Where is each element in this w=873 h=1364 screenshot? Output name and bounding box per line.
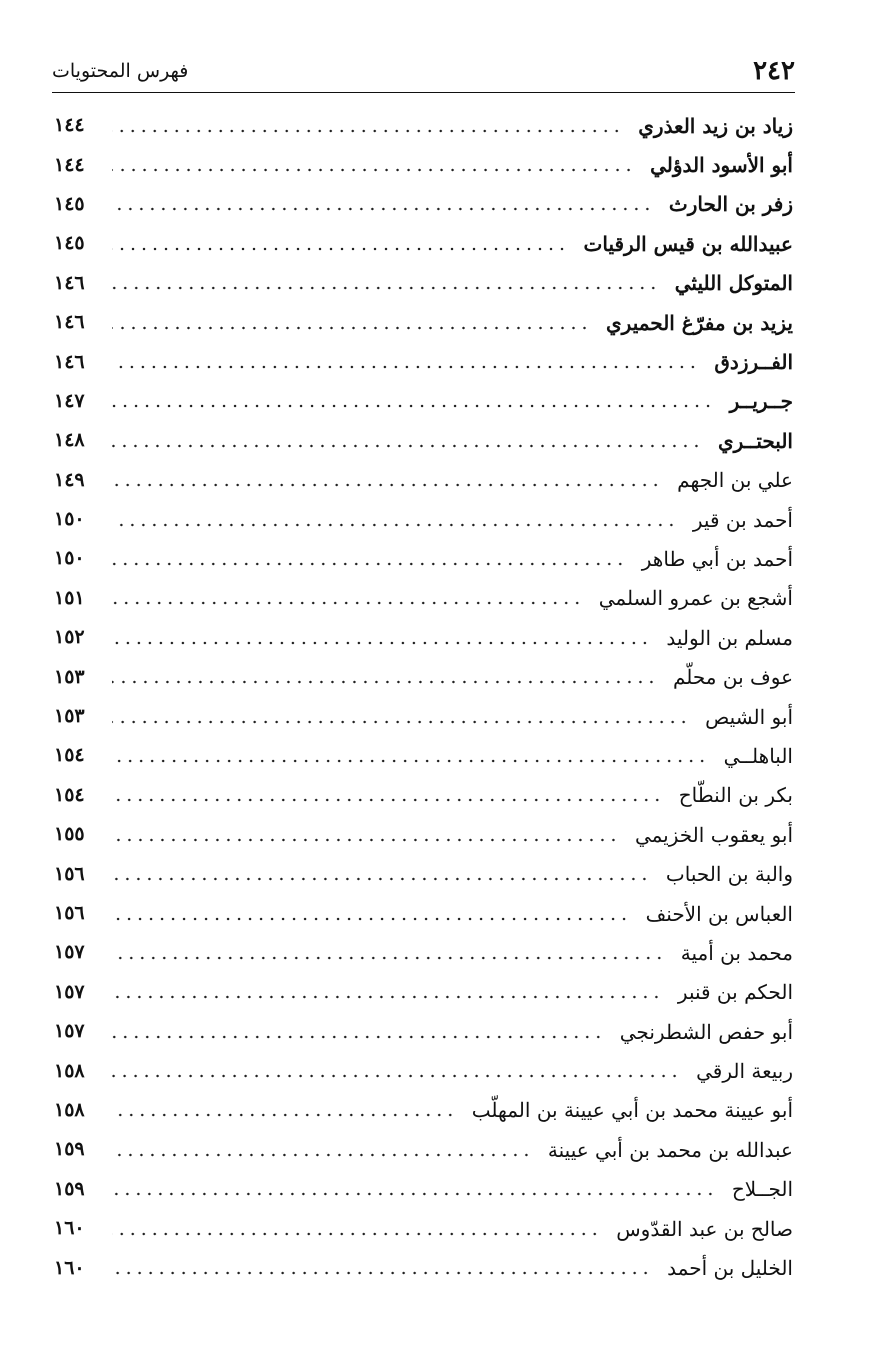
entry-title: أشجع بن عمرو السلمي: [598, 586, 793, 611]
toc-entry: [54, 342, 793, 381]
dot-leader: [112, 363, 698, 371]
entry-page-number: ١٥٨: [54, 1059, 85, 1082]
entry-title: جــريــر: [729, 389, 793, 414]
entry-page-number: ١٤٥: [54, 232, 85, 255]
dot-leader: [112, 560, 626, 568]
dot-leader: [112, 1033, 604, 1041]
entry-page-number: ١٦٠: [54, 1256, 85, 1279]
entry-page-number: ١٤٤: [54, 153, 85, 176]
dot-leader: [112, 639, 650, 647]
entry-title: زفر بن الحارث: [668, 192, 793, 217]
entry-title: أبو عيينة محمد بن أبي عيينة بن المهلّب: [471, 1098, 793, 1123]
dot-leader: [112, 1151, 532, 1159]
entry-title: عوف بن محلّم: [672, 665, 793, 690]
dot-leader: [112, 166, 634, 174]
toc-entry: [54, 618, 793, 657]
dot-leader: [112, 796, 663, 804]
entry-page-number: ١٤٦: [54, 350, 85, 373]
toc-entry: [54, 185, 793, 224]
toc-entry: [54, 461, 793, 500]
entry-page-number: ١٥٥: [54, 823, 85, 846]
entry-page-number: ١٥٢: [54, 626, 85, 649]
entry-title: المتوكل الليثي: [674, 271, 793, 296]
entry-page-number: ١٤٩: [54, 468, 85, 491]
dot-leader: [112, 402, 714, 410]
toc-entry: [54, 1248, 793, 1287]
dot-leader: [112, 324, 590, 332]
entry-page-number: ١٥٣: [54, 665, 85, 688]
entry-title: الحكم بن قنبر: [677, 980, 793, 1005]
dot-leader: [112, 599, 583, 607]
toc-entry: [54, 854, 793, 893]
toc-entry: [54, 776, 793, 815]
section-title: فهرس المحتويات: [52, 60, 189, 82]
entry-title: ربيعة الرقي: [696, 1059, 793, 1084]
dot-leader: [112, 718, 689, 726]
entry-title: أبو الأسود الدؤلي: [650, 153, 793, 178]
entry-page-number: ١٤٧: [54, 389, 85, 412]
entry-page-number: ١٥٧: [54, 941, 85, 964]
entry-title: بكر بن النطّاح: [678, 783, 793, 808]
toc-entry: [54, 303, 793, 342]
entry-title: علي بن الجهم: [677, 468, 793, 493]
toc-entry: [54, 736, 793, 775]
toc-entry: [54, 894, 793, 933]
entry-title: الفــرزدق: [714, 350, 793, 375]
entry-title: الخليل بن أحمد: [667, 1256, 793, 1281]
entry-title: أبو الشيص: [705, 704, 793, 729]
entry-title: صالح بن عبد القدّوس: [616, 1216, 793, 1241]
toc-entry: [54, 1130, 793, 1169]
entry-title: والبة بن الحباب: [665, 862, 793, 887]
entry-page-number: ١٥٤: [54, 744, 85, 767]
table-of-contents: [54, 106, 793, 1288]
entry-title: الجــلاح: [731, 1177, 793, 1202]
dot-leader: [112, 1072, 680, 1080]
entry-page-number: ١٥٤: [54, 783, 85, 806]
entry-title: زياد بن زيد العذري: [638, 113, 793, 138]
page-number: ٢٤٢: [753, 56, 795, 86]
dot-leader: [112, 1111, 456, 1119]
dot-leader: [112, 875, 650, 883]
entry-page-number: ١٥٧: [54, 1020, 85, 1043]
entry-page-number: ١٥٧: [54, 980, 85, 1003]
dot-leader: [112, 442, 702, 450]
toc-entry: [54, 973, 793, 1012]
dot-leader: [112, 954, 665, 962]
entry-page-number: ١٥٩: [54, 1177, 85, 1200]
toc-entry: [54, 264, 793, 303]
entry-page-number: ١٤٦: [54, 271, 85, 294]
dot-leader: [112, 1190, 716, 1198]
dot-leader: [112, 993, 662, 1001]
dot-leader: [112, 1269, 651, 1277]
entry-title: أبو يعقوب الخزيمي: [634, 822, 793, 847]
dot-leader: [112, 1230, 600, 1238]
toc-entry: [54, 106, 793, 145]
toc-entry: [54, 421, 793, 460]
toc-entry: [54, 1051, 793, 1090]
entry-title: عبيدالله بن قيس الرقيات: [583, 231, 793, 256]
toc-entry: [54, 145, 793, 184]
entry-page-number: ١٦٠: [54, 1217, 85, 1240]
entry-page-number: ١٥٣: [54, 705, 85, 728]
toc-entry: [54, 933, 793, 972]
dot-leader: [112, 284, 659, 292]
toc-entry: [54, 1170, 793, 1209]
toc-entry: [54, 579, 793, 618]
dot-leader: [112, 757, 708, 765]
entry-title: العباس بن الأحنف: [645, 901, 793, 926]
entry-title: يزيد بن مفرّغ الحميري: [606, 310, 793, 335]
toc-entry: [54, 1091, 793, 1130]
entry-page-number: ١٥٠: [54, 508, 85, 531]
dot-leader: [112, 678, 657, 686]
entry-title: أحمد بن أبي طاهر: [641, 546, 793, 571]
toc-entry: [54, 1012, 793, 1051]
entry-title: مسلم بن الوليد: [666, 625, 793, 650]
entry-title: البحتــري: [717, 428, 793, 453]
entry-page-number: ١٤٥: [54, 192, 85, 215]
toc-entry: [54, 1209, 793, 1248]
toc-entry: [54, 697, 793, 736]
entry-page-number: ١٥٦: [54, 862, 85, 885]
dot-leader: [112, 521, 677, 529]
toc-entry: [54, 815, 793, 854]
dot-leader: [112, 836, 619, 844]
dot-leader: [112, 481, 661, 489]
dot-leader: [112, 245, 568, 253]
toc-entry: [54, 539, 793, 578]
entry-page-number: ١٤٤: [54, 114, 85, 137]
dot-leader: [112, 127, 622, 135]
entry-page-number: ١٥٨: [54, 1098, 85, 1121]
entry-title: محمد بن أمية: [680, 940, 793, 965]
entry-page-number: ١٥٩: [54, 1138, 85, 1161]
toc-entry: [54, 500, 793, 539]
entry-page-number: ١٤٦: [54, 311, 85, 334]
toc-entry: [54, 657, 793, 696]
entry-page-number: ١٥٦: [54, 902, 85, 924]
page-header: [52, 52, 795, 93]
toc-entry: [54, 382, 793, 421]
entry-page-number: ١٥١: [54, 586, 85, 609]
entry-title: عبدالله بن محمد بن أبي عيينة: [547, 1137, 793, 1162]
toc-entry: [54, 224, 793, 263]
dot-leader: [112, 915, 630, 923]
dot-leader: [112, 205, 653, 213]
entry-title: الباهلــي: [723, 743, 793, 768]
entry-page-number: ١٥٠: [54, 547, 85, 570]
entry-title: أبو حفص الشطرنجي: [619, 1019, 793, 1044]
entry-page-number: ١٤٨: [54, 429, 85, 452]
entry-title: أحمد بن قير: [692, 507, 793, 532]
